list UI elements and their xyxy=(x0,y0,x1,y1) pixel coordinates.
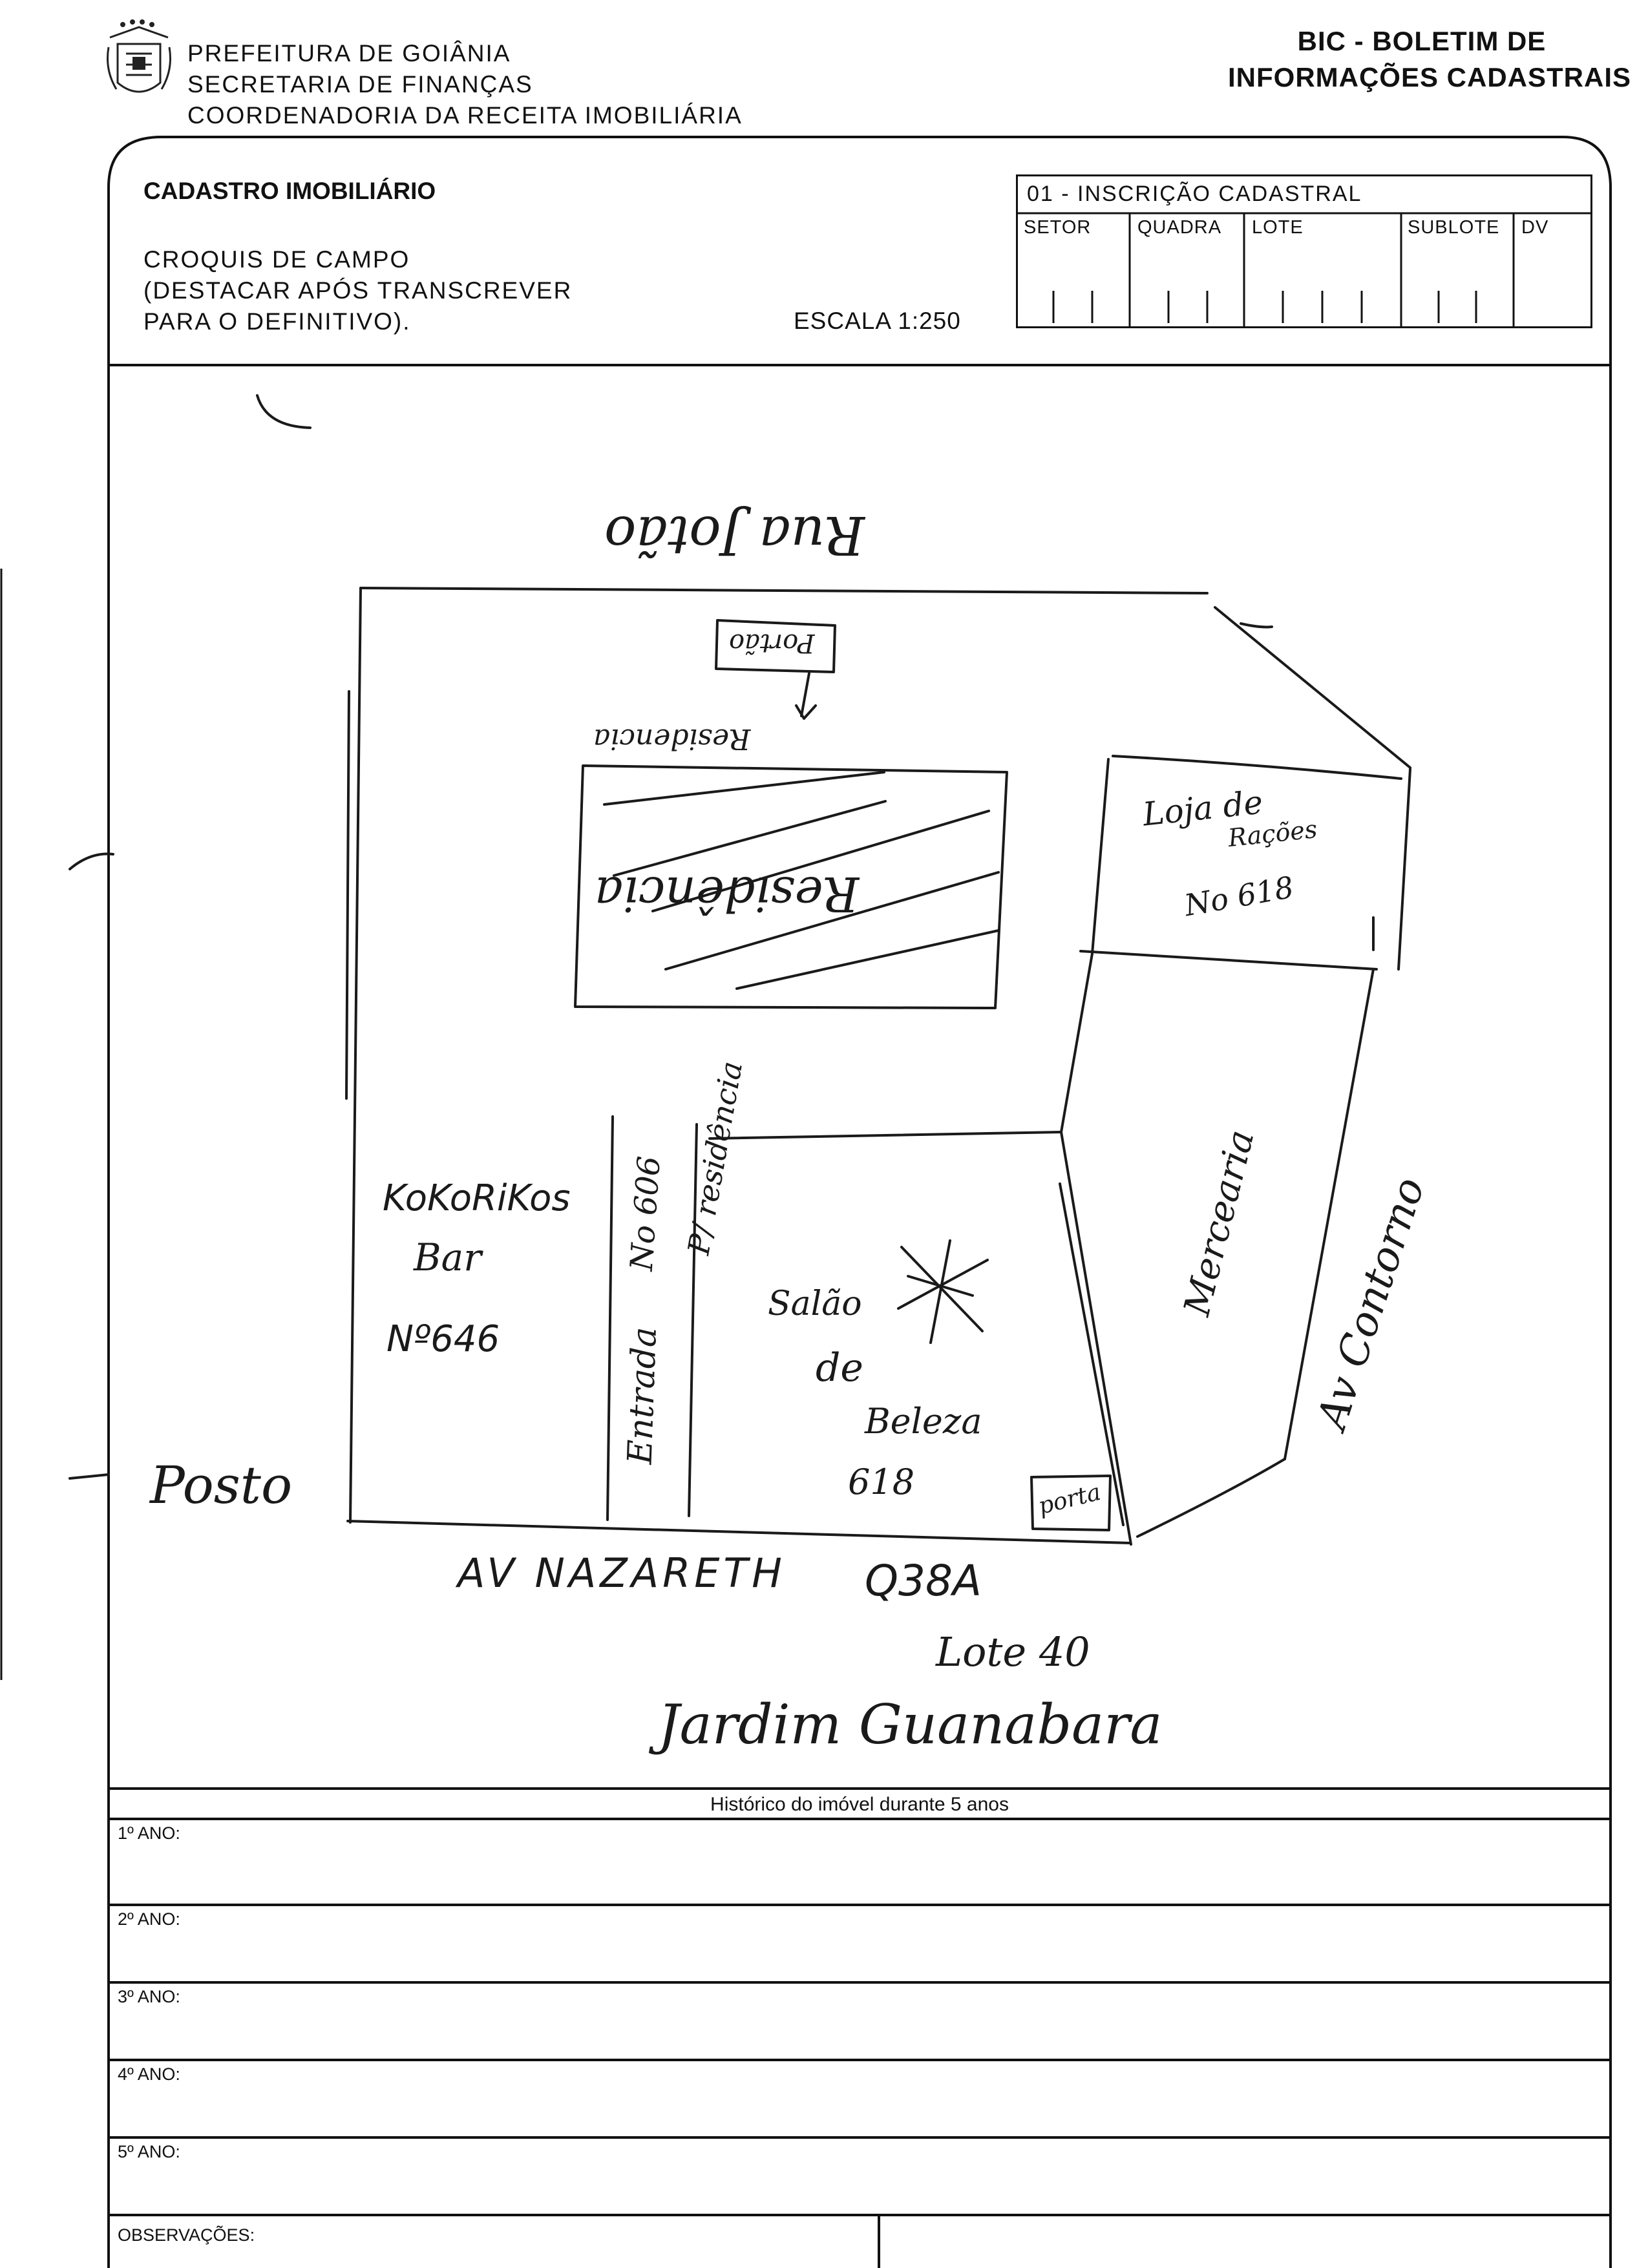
residencia-side-label: P/ residência xyxy=(681,1058,750,1257)
lote-label: Lote 40 xyxy=(936,1628,1090,1675)
field-lote: LOTE xyxy=(1252,217,1304,238)
header-secretaria: SECRETARIA DE FINANÇAS xyxy=(187,71,533,98)
entrada-label: Entrada xyxy=(620,1326,664,1465)
historico-year-5: 5º ANO: xyxy=(118,2142,180,2161)
loja-number: No 618 xyxy=(1181,869,1296,923)
form-title: CADASTRO IMOBILIÁRIO xyxy=(143,178,436,204)
historico-year-1: 1º ANO: xyxy=(118,1823,180,1843)
field-sublote: SUBLOTE xyxy=(1408,217,1500,238)
croqui-line3: PARA O DEFINITIVO). xyxy=(143,308,411,335)
field-setor: SETOR xyxy=(1024,217,1092,238)
loja-label-line2: Rações xyxy=(1227,814,1319,853)
residencia-side-number: No 606 xyxy=(623,1155,668,1272)
salao-line2: de xyxy=(816,1345,863,1391)
porta-label: porta xyxy=(1035,1478,1104,1520)
salao-number: 618 xyxy=(848,1462,915,1502)
loja-label-line1: Loja de xyxy=(1141,783,1265,834)
historico-title: Histórico do imóvel durante 5 anos xyxy=(710,1794,1009,1815)
croqui-line1: CROQUIS DE CAMPO xyxy=(143,246,410,273)
salao-line1: Salão xyxy=(768,1285,862,1323)
header-prefeitura: PREFEITURA DE GOIÂNIA xyxy=(187,40,511,67)
historico-year-3: 3º ANO: xyxy=(118,1987,180,2006)
quadra-label: Q38A xyxy=(865,1556,982,1606)
field-dv: DV xyxy=(1521,217,1549,238)
header-coordenadoria: COORDENADORIA DA RECEITA IMOBILIÁRIA xyxy=(187,102,743,129)
historico-year-4: 4º ANO: xyxy=(118,2064,180,2084)
field-quadra: QUADRA xyxy=(1137,217,1222,238)
bic-title-line1: BIC - BOLETIM DE xyxy=(1297,26,1547,56)
av-nazareth-label: AV NAZARETH xyxy=(458,1549,786,1597)
bairro-label: Jardim Guanabara xyxy=(658,1693,1163,1756)
residencia-top-label: Residencia xyxy=(593,722,751,755)
av-contorno-label: Av Contorno xyxy=(1308,1171,1435,1435)
bic-title-line2: INFORMAÇÕES CADASTRAIS xyxy=(1228,62,1632,92)
posto-label: Posto xyxy=(150,1455,293,1515)
inscricao-title: 01 - INSCRIÇÃO CADASTRAL xyxy=(1027,182,1362,206)
kokoriko-line1: KoKoRiKos xyxy=(383,1177,571,1219)
kokoriko-line2: Bar xyxy=(414,1235,481,1279)
kokoriko-number: Nº646 xyxy=(386,1318,500,1360)
historico-year-2: 2º ANO: xyxy=(118,1909,180,1929)
salao-line3: Beleza xyxy=(865,1401,982,1442)
residencia-building-label: Residência xyxy=(595,866,860,921)
portao-top-label: Portão xyxy=(729,628,815,658)
croqui-line2: (DESTACAR APÓS TRANSCREVER xyxy=(143,277,573,304)
street-top-label: Rua Jotão xyxy=(604,504,865,565)
observacoes-label: OBSERVAÇÕES: xyxy=(118,2225,255,2245)
mercearia-label: Mercearia xyxy=(1176,1126,1263,1320)
escala-label: ESCALA 1:250 xyxy=(794,308,961,334)
